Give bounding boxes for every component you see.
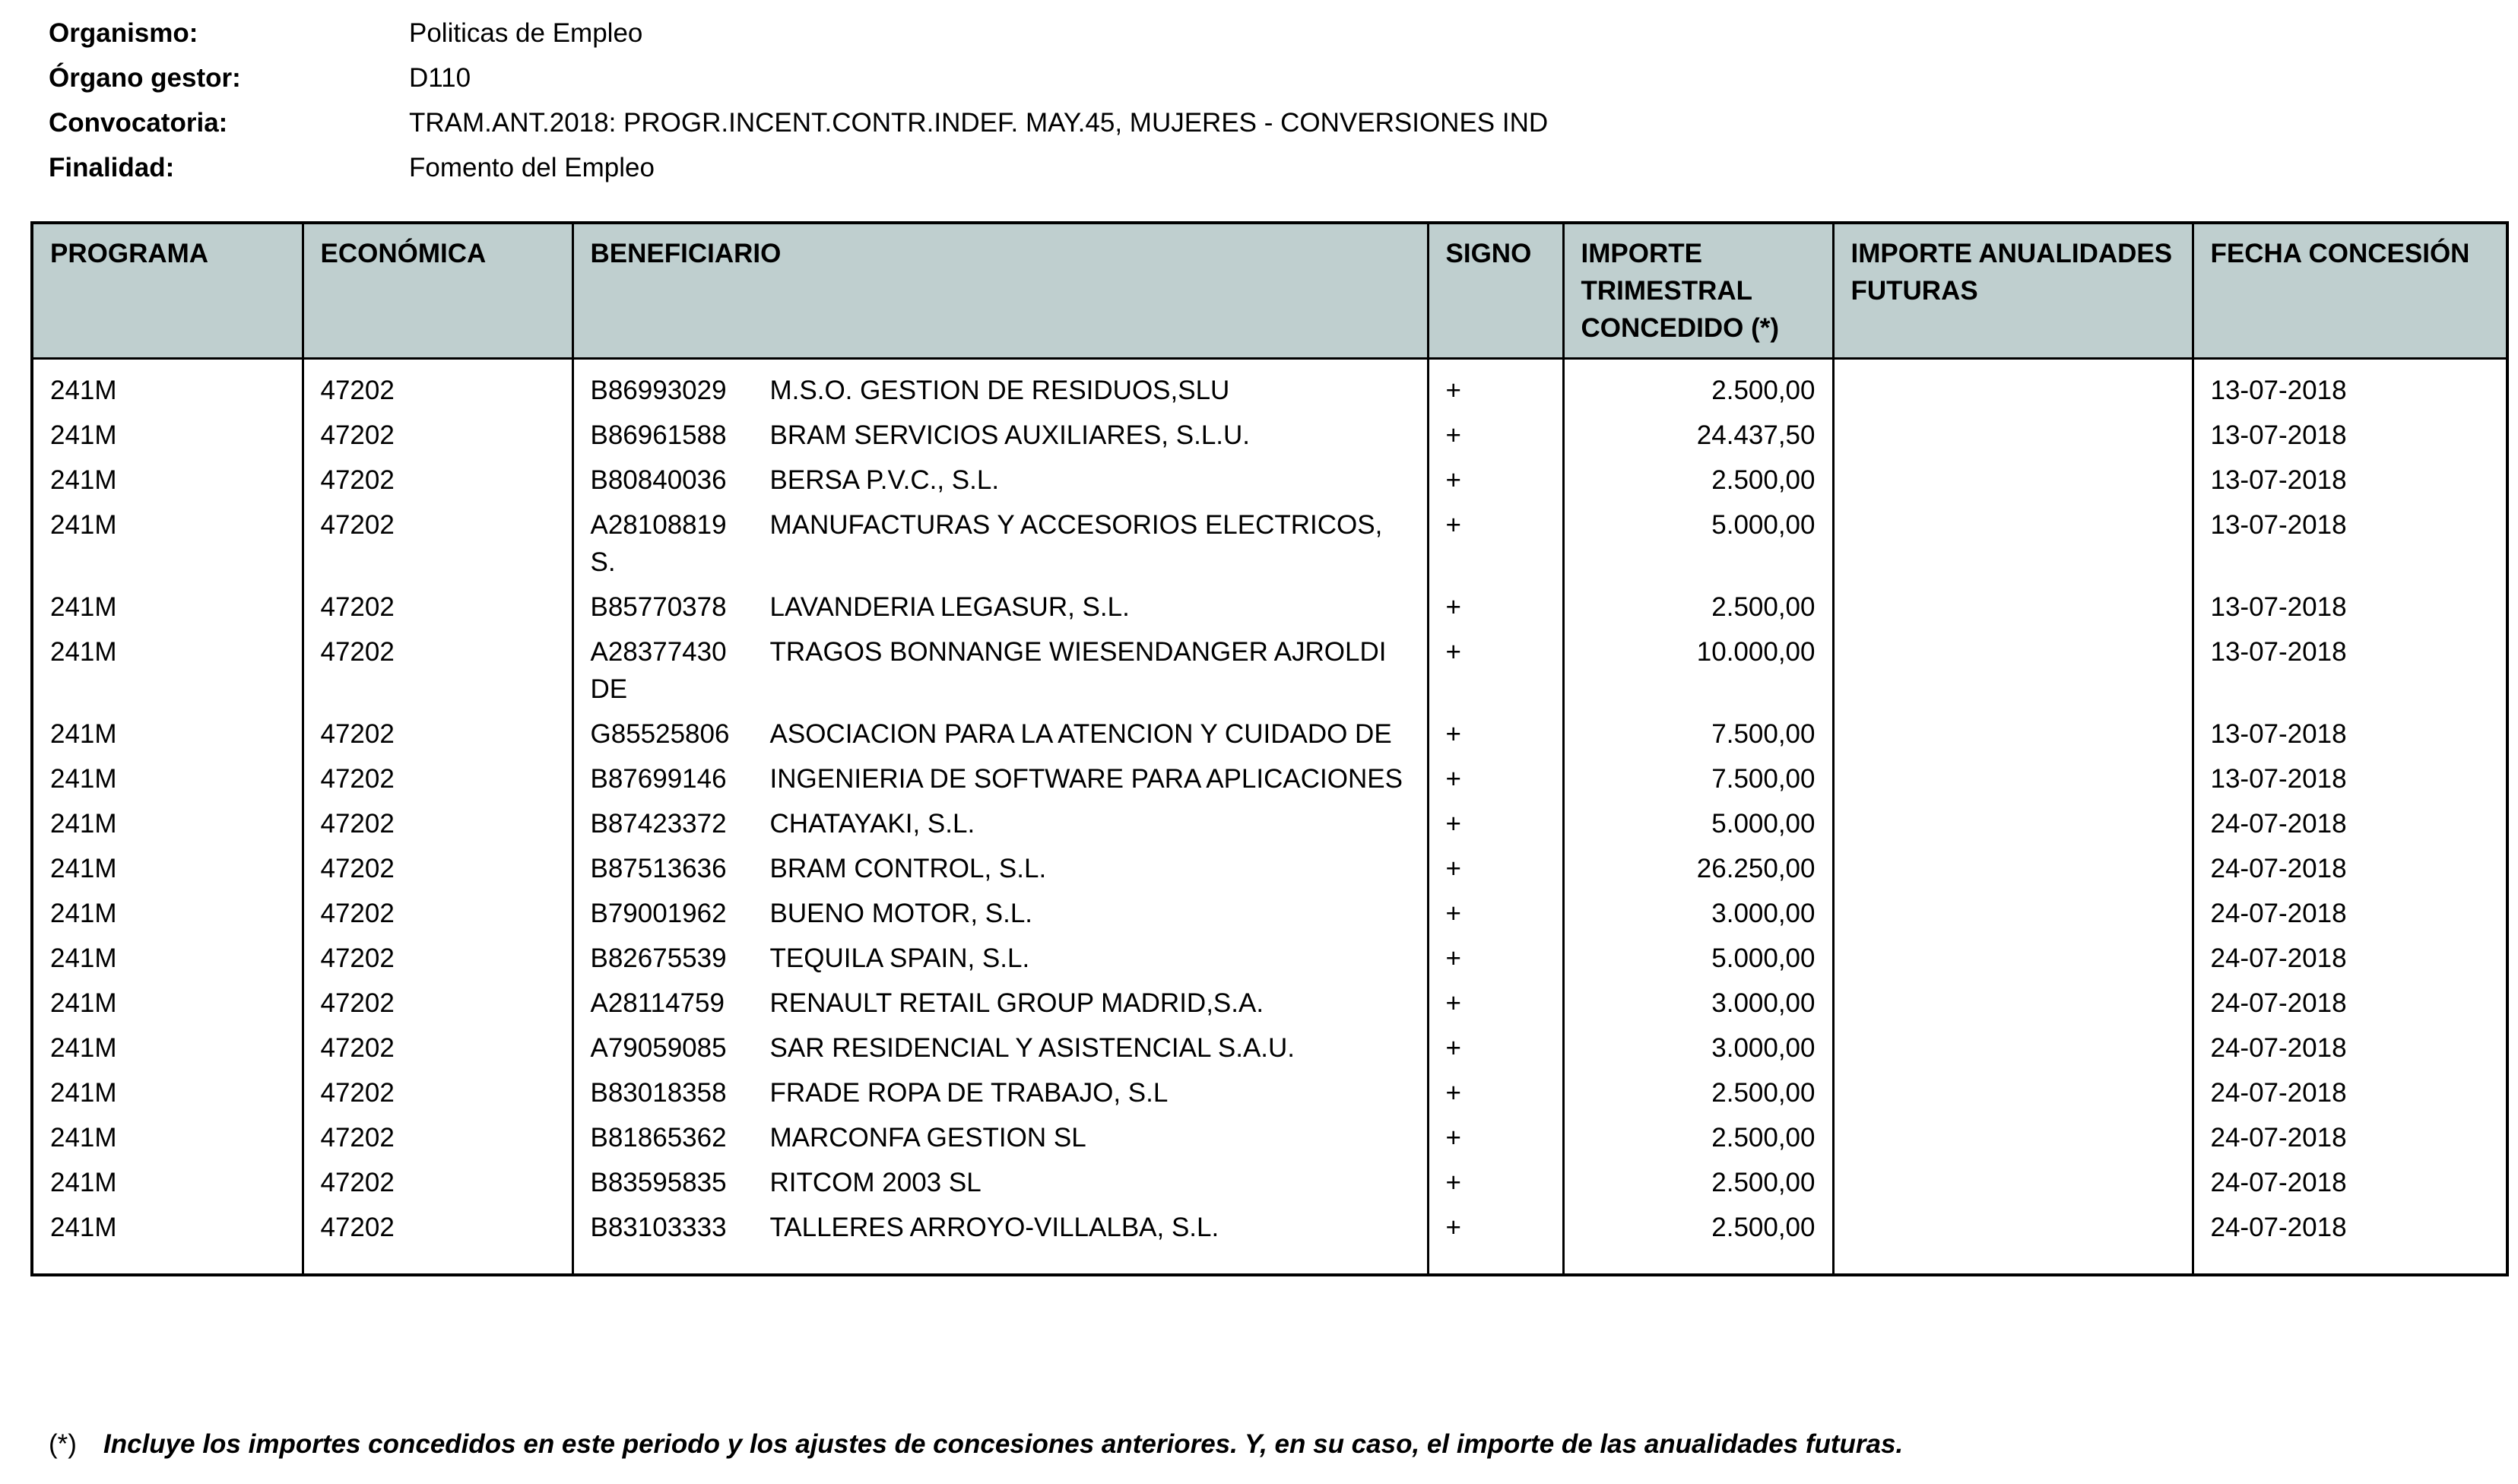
table-row	[32, 887, 2507, 932]
table-row	[32, 1022, 2507, 1067]
cell-fecha: 24-07-2018	[2193, 887, 2507, 932]
cell-beneficiario	[572, 1111, 1428, 1156]
cell-signo: +	[1428, 359, 1563, 410]
footnote-mark: (*)	[49, 1429, 77, 1459]
cell-beneficiario	[572, 887, 1428, 932]
cell-anualidades	[1833, 454, 2193, 499]
beneficiary-name: RENAULT RETAIL GROUP MADRID,S.A.	[769, 988, 1264, 1018]
beneficiary-name: FRADE ROPA DE TRABAJO, S.L	[769, 1078, 1169, 1108]
cell-signo: +	[1428, 409, 1563, 454]
cell-anualidades	[1833, 1201, 2193, 1246]
cell-anualidades	[1833, 797, 2193, 842]
beneficiary-nif: B87423372	[590, 809, 727, 839]
beneficiary-name: TALLERES ARROYO-VILLALBA, S.L.	[769, 1213, 1219, 1242]
beneficiary-name: MANUFACTURAS Y ACCESORIOS ELECTRICOS, S.	[590, 510, 1383, 577]
cell-economica: 47202	[303, 753, 572, 797]
beneficiary-nif: B83595835	[590, 1168, 727, 1197]
cell-economica: 47202	[303, 708, 572, 753]
cell-fecha: 13-07-2018	[2193, 409, 2507, 454]
cell-importe: 2.500,00	[1563, 1111, 1833, 1156]
beneficiary-name: ASOCIACION PARA LA ATENCION Y CUIDADO DE	[769, 719, 1392, 749]
beneficiary-name: BRAM CONTROL, S.L.	[769, 854, 1047, 883]
cell-anualidades	[1833, 708, 2193, 753]
beneficiary-name: CHATAYAKI, S.L.	[769, 809, 975, 839]
beneficiary-nif: B79001962	[590, 899, 727, 928]
table-row	[32, 626, 2507, 708]
cell-signo: +	[1428, 977, 1563, 1022]
cell-economica: 47202	[303, 977, 572, 1022]
table-row	[32, 1111, 2507, 1156]
cell-importe: 10.000,00	[1563, 626, 1833, 708]
beneficiary-nif: B83018358	[590, 1078, 727, 1108]
meta-row-convocatoria	[49, 100, 1548, 145]
cell-beneficiario	[572, 626, 1428, 708]
cell-fecha: 13-07-2018	[2193, 581, 2507, 626]
cell-fecha: 24-07-2018	[2193, 1201, 2507, 1246]
header-importe-trimestral: IMPORTE TRIMESTRAL CONCEDIDO (*)	[1563, 223, 1833, 359]
table-row	[32, 977, 2507, 1022]
cell-importe: 3.000,00	[1563, 1022, 1833, 1067]
header-signo: SIGNO	[1428, 223, 1563, 359]
cell-beneficiario	[572, 842, 1428, 887]
cell-anualidades	[1833, 499, 2193, 581]
cell-signo: +	[1428, 1111, 1563, 1156]
table-row	[32, 1067, 2507, 1111]
beneficiary-name: MARCONFA GESTION SL	[769, 1123, 1086, 1153]
cell-fecha: 13-07-2018	[2193, 753, 2507, 797]
meta-value: Politicas de Empleo	[409, 17, 643, 48]
table-row	[32, 581, 2507, 626]
cell-programa: 241M	[32, 977, 303, 1022]
cell-programa: 241M	[32, 499, 303, 581]
cell-programa: 241M	[32, 753, 303, 797]
meta-label: Órgano gestor:	[49, 62, 241, 93]
spacer-cell	[1428, 1246, 1563, 1275]
cell-programa: 241M	[32, 626, 303, 708]
cell-signo: +	[1428, 842, 1563, 887]
cell-economica: 47202	[303, 454, 572, 499]
cell-programa: 241M	[32, 1067, 303, 1111]
cell-importe: 24.437,50	[1563, 409, 1833, 454]
header-beneficiario: BENEFICIARIO	[572, 223, 1428, 359]
cell-economica: 47202	[303, 581, 572, 626]
cell-fecha: 24-07-2018	[2193, 842, 2507, 887]
cell-anualidades	[1833, 409, 2193, 454]
cell-programa: 241M	[32, 359, 303, 410]
cell-signo: +	[1428, 1067, 1563, 1111]
cell-importe: 2.500,00	[1563, 581, 1833, 626]
cell-beneficiario	[572, 977, 1428, 1022]
cell-importe: 3.000,00	[1563, 977, 1833, 1022]
cell-signo: +	[1428, 887, 1563, 932]
cell-anualidades	[1833, 753, 2193, 797]
cell-economica: 47202	[303, 409, 572, 454]
cell-beneficiario	[572, 499, 1428, 581]
table-row	[32, 1156, 2507, 1201]
cell-economica: 47202	[303, 1067, 572, 1111]
beneficiary-nif: B87699146	[590, 764, 727, 794]
header-economica: ECONÓMICA	[303, 223, 572, 359]
cell-fecha: 13-07-2018	[2193, 359, 2507, 410]
cell-anualidades	[1833, 887, 2193, 932]
document-metadata	[49, 11, 1548, 190]
cell-beneficiario	[572, 753, 1428, 797]
cell-programa: 241M	[32, 887, 303, 932]
cell-economica: 47202	[303, 1156, 572, 1201]
header-programa: PROGRAMA	[32, 223, 303, 359]
cell-fecha: 24-07-2018	[2193, 1111, 2507, 1156]
cell-beneficiario	[572, 454, 1428, 499]
cell-signo: +	[1428, 626, 1563, 708]
cell-economica: 47202	[303, 1111, 572, 1156]
cell-economica: 47202	[303, 1022, 572, 1067]
beneficiary-name: INGENIERIA DE SOFTWARE PARA APLICACIONES	[769, 764, 1403, 794]
cell-programa: 241M	[32, 842, 303, 887]
meta-row-finalidad	[49, 145, 1548, 190]
meta-value: Fomento del Empleo	[409, 152, 655, 182]
header-fecha-concesion: FECHA CONCESIÓN	[2193, 223, 2507, 359]
meta-row-organismo	[49, 11, 1548, 55]
spacer-cell	[1833, 1246, 2193, 1275]
cell-signo: +	[1428, 1156, 1563, 1201]
cell-anualidades	[1833, 581, 2193, 626]
spacer-cell	[572, 1246, 1428, 1275]
cell-importe: 2.500,00	[1563, 1201, 1833, 1246]
cell-programa: 241M	[32, 1111, 303, 1156]
meta-value: D110	[409, 62, 471, 93]
cell-importe: 5.000,00	[1563, 932, 1833, 977]
cell-anualidades	[1833, 626, 2193, 708]
cell-fecha: 24-07-2018	[2193, 1156, 2507, 1201]
cell-programa: 241M	[32, 581, 303, 626]
cell-importe: 26.250,00	[1563, 842, 1833, 887]
footnote	[49, 1429, 1903, 1460]
cell-importe: 2.500,00	[1563, 1156, 1833, 1201]
beneficiary-nif: B83103333	[590, 1213, 727, 1242]
beneficiary-name: M.S.O. GESTION DE RESIDUOS,SLU	[769, 376, 1230, 405]
cell-signo: +	[1428, 753, 1563, 797]
cell-importe: 5.000,00	[1563, 797, 1833, 842]
beneficiary-nif: G85525806	[590, 719, 730, 749]
cell-fecha: 13-07-2018	[2193, 499, 2507, 581]
beneficiary-nif: B81865362	[590, 1123, 727, 1153]
cell-fecha: 24-07-2018	[2193, 932, 2507, 977]
cell-signo: +	[1428, 499, 1563, 581]
beneficiary-nif: A28114759	[590, 988, 725, 1018]
cell-economica: 47202	[303, 626, 572, 708]
cell-fecha: 24-07-2018	[2193, 977, 2507, 1022]
cell-programa: 241M	[32, 1156, 303, 1201]
cell-economica: 47202	[303, 359, 572, 410]
cell-anualidades	[1833, 1067, 2193, 1111]
table-row	[32, 1201, 2507, 1246]
cell-programa: 241M	[32, 409, 303, 454]
beneficiary-nif: B80840036	[590, 465, 727, 495]
cell-programa: 241M	[32, 454, 303, 499]
cell-programa: 241M	[32, 1022, 303, 1067]
beneficiary-name: SAR RESIDENCIAL Y ASISTENCIAL S.A.U.	[769, 1033, 1295, 1063]
table-spacer-row	[32, 1246, 2507, 1275]
beneficiary-name: TEQUILA SPAIN, S.L.	[769, 943, 1030, 973]
cell-signo: +	[1428, 1201, 1563, 1246]
spacer-cell	[32, 1246, 303, 1275]
beneficiary-nif: A28377430	[590, 637, 727, 667]
meta-label: Finalidad:	[49, 152, 175, 182]
cell-anualidades	[1833, 842, 2193, 887]
table-row	[32, 753, 2507, 797]
table-row	[32, 409, 2507, 454]
footnote-text: Incluye los importes concedidos en este periodo y los ajustes de concesiones anteriores. Y, en su caso, el importe de las anualidades futuras.	[103, 1429, 1904, 1459]
cell-anualidades	[1833, 932, 2193, 977]
grants-table	[30, 221, 2509, 1276]
cell-economica: 47202	[303, 797, 572, 842]
cell-beneficiario	[572, 1201, 1428, 1246]
table-row	[32, 454, 2507, 499]
cell-economica: 47202	[303, 1201, 572, 1246]
beneficiary-nif: B86961588	[590, 420, 727, 450]
cell-anualidades	[1833, 1111, 2193, 1156]
cell-economica: 47202	[303, 842, 572, 887]
cell-fecha: 24-07-2018	[2193, 797, 2507, 842]
cell-importe: 5.000,00	[1563, 499, 1833, 581]
cell-beneficiario	[572, 1156, 1428, 1201]
table-row	[32, 708, 2507, 753]
cell-importe: 2.500,00	[1563, 359, 1833, 410]
cell-signo: +	[1428, 1022, 1563, 1067]
spacer-cell	[1563, 1246, 1833, 1275]
cell-fecha: 24-07-2018	[2193, 1022, 2507, 1067]
cell-programa: 241M	[32, 708, 303, 753]
cell-fecha: 13-07-2018	[2193, 708, 2507, 753]
cell-anualidades	[1833, 1156, 2193, 1201]
cell-fecha: 13-07-2018	[2193, 454, 2507, 499]
meta-value: TRAM.ANT.2018: PROGR.INCENT.CONTR.INDEF. MAY.45, MUJERES - CONVERSIONES IND	[409, 107, 1549, 138]
meta-label: Organismo:	[49, 17, 198, 48]
meta-row-organo-gestor	[49, 55, 1548, 100]
header-importe-anualidades: IMPORTE ANUALIDADES FUTURAS	[1833, 223, 2193, 359]
cell-beneficiario	[572, 797, 1428, 842]
cell-anualidades	[1833, 977, 2193, 1022]
spacer-cell	[2193, 1246, 2507, 1275]
cell-importe: 2.500,00	[1563, 1067, 1833, 1111]
beneficiary-name: RITCOM 2003 SL	[769, 1168, 982, 1197]
table-row	[32, 797, 2507, 842]
cell-importe: 3.000,00	[1563, 887, 1833, 932]
cell-signo: +	[1428, 454, 1563, 499]
cell-economica: 47202	[303, 887, 572, 932]
cell-economica: 47202	[303, 499, 572, 581]
cell-fecha: 24-07-2018	[2193, 1067, 2507, 1111]
cell-anualidades	[1833, 1022, 2193, 1067]
beneficiary-nif: B85770378	[590, 592, 727, 622]
cell-beneficiario	[572, 409, 1428, 454]
table-row	[32, 359, 2507, 410]
table-header-row	[32, 223, 2507, 359]
cell-economica: 47202	[303, 932, 572, 977]
cell-beneficiario	[572, 359, 1428, 410]
beneficiary-name: BRAM SERVICIOS AUXILIARES, S.L.U.	[769, 420, 1251, 450]
cell-importe: 7.500,00	[1563, 753, 1833, 797]
beneficiary-nif: B87513636	[590, 854, 727, 883]
cell-beneficiario	[572, 1067, 1428, 1111]
table-row	[32, 842, 2507, 887]
cell-signo: +	[1428, 708, 1563, 753]
beneficiary-nif: B86993029	[590, 376, 727, 405]
cell-programa: 241M	[32, 932, 303, 977]
table-row	[32, 932, 2507, 977]
beneficiary-nif: A79059085	[590, 1033, 727, 1063]
cell-programa: 241M	[32, 797, 303, 842]
cell-beneficiario	[572, 708, 1428, 753]
cell-beneficiario	[572, 932, 1428, 977]
cell-beneficiario	[572, 581, 1428, 626]
cell-beneficiario	[572, 1022, 1428, 1067]
cell-signo: +	[1428, 581, 1563, 626]
cell-signo: +	[1428, 797, 1563, 842]
spacer-cell	[303, 1246, 572, 1275]
cell-anualidades	[1833, 359, 2193, 410]
cell-signo: +	[1428, 932, 1563, 977]
beneficiary-nif: B82675539	[590, 943, 727, 973]
cell-programa: 241M	[32, 1201, 303, 1246]
table-row	[32, 499, 2507, 581]
beneficiary-nif: A28108819	[590, 510, 727, 540]
cell-importe: 2.500,00	[1563, 454, 1833, 499]
cell-fecha: 13-07-2018	[2193, 626, 2507, 708]
beneficiary-name: BERSA P.V.C., S.L.	[769, 465, 1000, 495]
beneficiary-name: LAVANDERIA LEGASUR, S.L.	[769, 592, 1130, 622]
cell-importe: 7.500,00	[1563, 708, 1833, 753]
beneficiary-name: TRAGOS BONNANGE WIESENDANGER AJROLDI DE	[590, 637, 1387, 704]
beneficiary-name: BUENO MOTOR, S.L.	[769, 899, 1033, 928]
meta-label: Convocatoria:	[49, 107, 228, 138]
